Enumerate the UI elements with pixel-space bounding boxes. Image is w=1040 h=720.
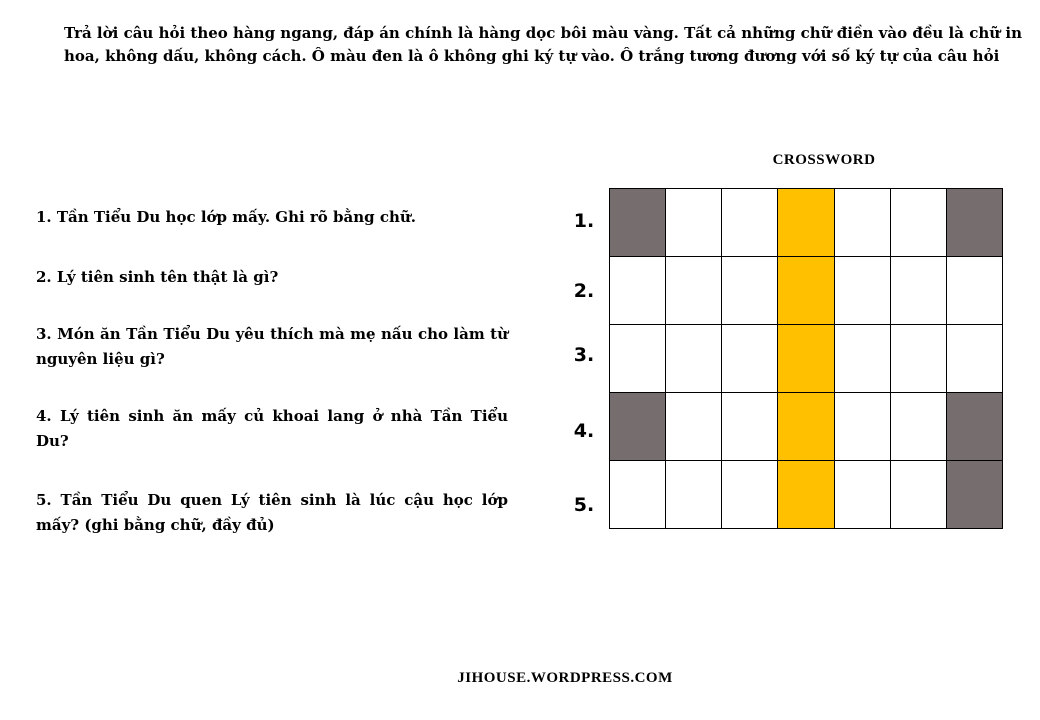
answer-cell[interactable]: [835, 189, 891, 257]
question-2: 2. Lý tiên sinh tên thật là gì?: [36, 268, 279, 286]
question-3: 3. Món ăn Tần Tiểu Du yêu thích mà mẹ nấu cho làm từ nguyên liệu gì?: [36, 325, 508, 368]
answer-cell[interactable]: [610, 257, 666, 325]
row-label-2: 2.: [573, 280, 595, 302]
blocked-cell: [947, 393, 1003, 461]
answer-cell[interactable]: [722, 325, 778, 393]
blocked-cell: [947, 189, 1003, 257]
answer-cell[interactable]: [891, 325, 947, 393]
answer-cell[interactable]: [891, 393, 947, 461]
answer-cell[interactable]: [947, 257, 1003, 325]
key-column-cell[interactable]: [778, 325, 834, 393]
answer-cell[interactable]: [666, 257, 722, 325]
answer-cell[interactable]: [835, 257, 891, 325]
blocked-cell: [610, 189, 666, 257]
answer-cell[interactable]: [666, 325, 722, 393]
footer-website: JIHOUSE.WORDPRESS.COM: [457, 670, 673, 686]
blocked-cell: [610, 393, 666, 461]
blocked-cell: [947, 461, 1003, 529]
answer-cell[interactable]: [666, 189, 722, 257]
answer-cell[interactable]: [891, 189, 947, 257]
question-4: 4. Lý tiên sinh ăn mấy củ khoai lang ở nhà Tần Tiểu Du?: [36, 407, 508, 450]
answer-cell[interactable]: [835, 461, 891, 529]
row-label-3: 3.: [573, 344, 595, 366]
answer-cell[interactable]: [891, 257, 947, 325]
instructions-text: Trả lời câu hỏi theo hàng ngang, đáp án chính là hàng dọc bôi màu vàng. Tất cả những chữ điền vào đều là chữ in hoa, không dấu, không cách. Ô màu đen là ô không ghi ký tự vào. Ô trắng tương đương với số ký tự của câu hỏi: [64, 24, 1022, 65]
answer-cell[interactable]: [666, 393, 722, 461]
answer-cell[interactable]: [722, 461, 778, 529]
answer-cell[interactable]: [835, 393, 891, 461]
answer-cell[interactable]: [947, 325, 1003, 393]
answer-cell[interactable]: [610, 461, 666, 529]
answer-cell[interactable]: [722, 257, 778, 325]
crossword-grid: [609, 188, 1003, 529]
question-5: 5. Tần Tiểu Du quen Lý tiên sinh là lúc cậu học lớp mấy? (ghi bằng chữ, đầy đủ): [36, 491, 508, 534]
answer-cell[interactable]: [835, 325, 891, 393]
row-label-1: 1.: [573, 210, 595, 232]
answer-cell[interactable]: [722, 189, 778, 257]
key-column-cell[interactable]: [778, 257, 834, 325]
answer-cell[interactable]: [610, 325, 666, 393]
key-column-cell[interactable]: [778, 393, 834, 461]
answer-cell[interactable]: [891, 461, 947, 529]
row-label-5: 5.: [573, 494, 595, 516]
row-label-4: 4.: [573, 420, 595, 442]
question-1: 1. Tần Tiểu Du học lớp mấy. Ghi rõ bằng chữ.: [36, 208, 417, 226]
key-column-cell[interactable]: [778, 189, 834, 257]
answer-cell[interactable]: [722, 393, 778, 461]
crossword-title: CROSSWORD: [772, 152, 876, 168]
answer-cell[interactable]: [666, 461, 722, 529]
key-column-cell[interactable]: [778, 461, 834, 529]
